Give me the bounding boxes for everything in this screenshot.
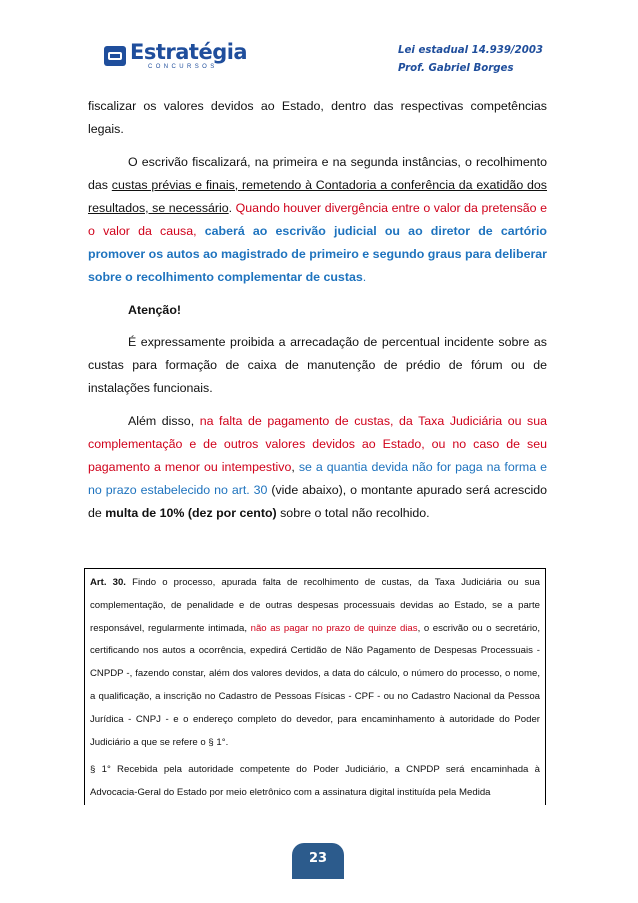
text: , [291, 459, 299, 474]
text: Findo o processo, apurada falta de recolhimento de custas, da Taxa Judiciária ou sua complementação, de penalidade e de outras despesas processuais devidas ao Estado, se a parte responsável, regularmente intimada, [90, 577, 540, 634]
blue-highlight: se a quantia devida não for paga na forma e no prazo estabelecido no art. 30 [88, 459, 548, 497]
logo-name: Estratégia [130, 40, 248, 64]
red-highlight: não as pagar no prazo de quinze dias [250, 622, 418, 634]
text: . [228, 200, 236, 215]
red-highlight: na falta de pagamento de custas, da Taxa Judiciária ou sua complementação e de outros valores devidos ao Estado, ou no caso de seu pagamento a menor ou intempestivo [88, 413, 548, 474]
article-30-paragraph-1: § 1° Recebida pela autoridade competente do Poder Judiciário, a CNPDP será encaminhada à Advocacia-Geral do Estado por meio eletrônico com a assinatura digital instituída pela Medida [90, 764, 540, 799]
logo-text [130, 42, 247, 70]
law-excerpt-box [84, 568, 546, 805]
header-law-title: Lei estadual 14.939/2003 [398, 45, 544, 56]
text: . [362, 270, 367, 285]
article-30 [90, 572, 540, 754]
attention-heading: Atenção! [128, 302, 182, 317]
paragraph-3: É expressamente proibida a arrecadação de percentual incidente sobre as custas para formação de caixa de manutenção de prédio de fórum ou de instalações funcionais. [88, 335, 547, 396]
text: , o escrivão ou o secretário, certificando nos autos a ocorrência, expedirá Certidão de Não Pagamento de Despesas Processuais - CNPDP -, fazendo constar, além dos valores devidos, a data do cálculo, o número do processo, o nome, a qualificação, a inscrição no Cadastro de Pessoas Físicas - CPF - ou no Cadastro Nacional da Pessoa Jurídica - CNPJ - e o endereço completo do devedor, para encaminhamento à autoridade do Poder Judiciário a que se refere o § 1°. [90, 622, 541, 748]
bold-text: multa de 10% (dez por cento) [105, 506, 277, 521]
paragraph-4 [88, 410, 547, 525]
header-info [398, 42, 543, 78]
text: Além disso, [128, 413, 200, 428]
header-professor: Prof. Gabriel Borges [398, 63, 514, 74]
paragraph-2 [88, 151, 547, 290]
blue-bold-highlight: caberá ao escrivão judicial ou ao diretor de cartório promover os autos ao magistrado de primeiro e segundo graus para deliberar sobre o recolhimento complementar de custas [88, 223, 547, 285]
text: (vide abaixo), o montante apurado será acrescido de [88, 482, 547, 521]
logo-subtitle: CONCURSOS [148, 64, 218, 70]
text: O escrivão fiscalizará, na primeira e na segunda instâncias, o recolhimento das [88, 154, 547, 192]
owl-logo-icon [104, 46, 126, 66]
text [197, 224, 205, 238]
text: sobre o total não recolhido. [276, 506, 430, 521]
article-label: Art. 30. [90, 577, 126, 588]
red-highlight: Quando houver divergência entre o valor da pretensão e o valor da causa, [88, 200, 547, 238]
underlined-text: custas prévias e finais, remetendo à Contadoria a conferência da exatidão dos resultados, se necessário [88, 177, 548, 215]
document-body [88, 95, 547, 525]
page-number-badge: 23 [292, 843, 344, 879]
estrategia-logo [104, 36, 247, 76]
paragraph-1: fiscalizar os valores devidos ao Estado, dentro das respectivas competências legais. [88, 99, 547, 137]
